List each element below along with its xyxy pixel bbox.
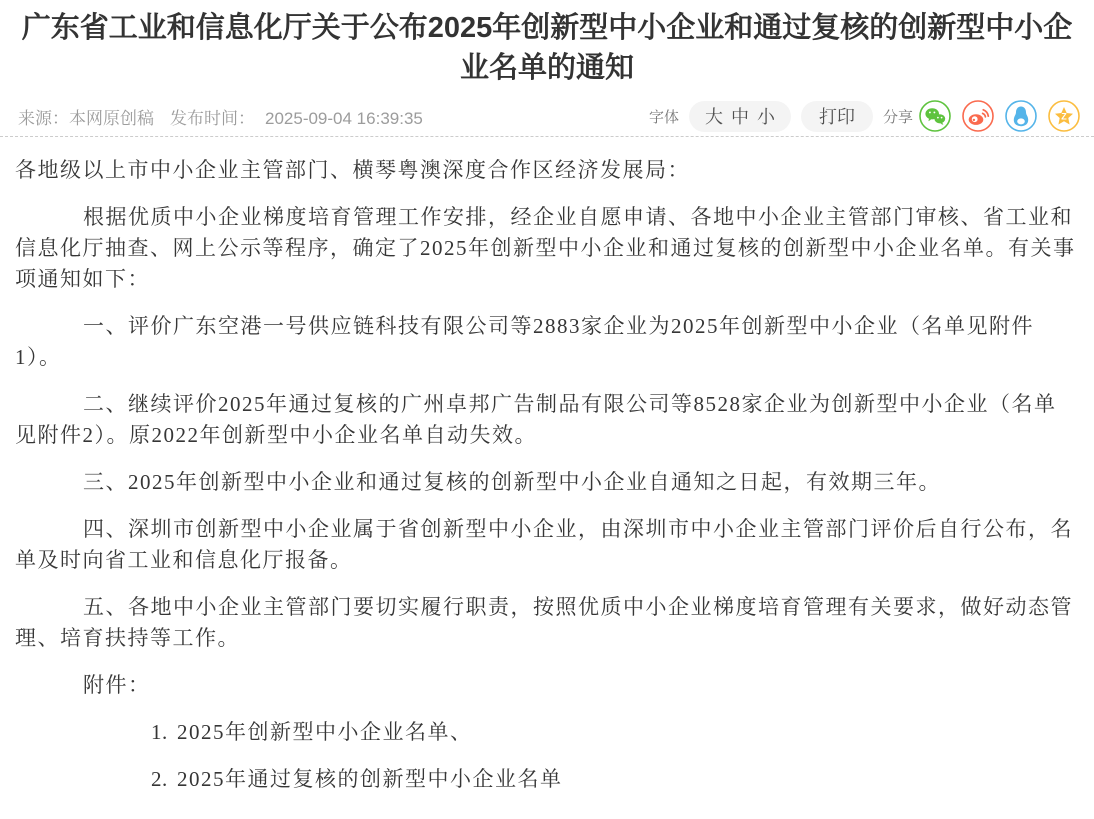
share-label: 分享 — [882, 108, 913, 126]
attachments-label: 附件： — [83, 673, 151, 697]
page-title: 广东省工业和信息化厅关于公布2025年创新型中小企业和通过复核的创新型中小企业名单的通知 — [21, 12, 1073, 84]
qq-icon[interactable] — [1005, 100, 1037, 132]
paragraph-item-3: 三、2025年创新型中小企业和通过复核的创新型中小企业自通知之日起，有效期三年。 — [83, 470, 941, 494]
salutation: 各地级以上市中小企业主管部门、横琴粤澳深度合作区经济发展局： — [15, 158, 690, 182]
article-tools — [649, 100, 1080, 132]
paragraph-item-2: 二、继续评价2025年通过复核的广州卓邦广告制品有限公司等8528家企业为创新型中小企业（名单见附件2）。原2022年创新型中小企业名单自动失效。 — [15, 392, 1057, 447]
article-meta — [18, 104, 423, 129]
publish-time-value: 2025-09-04 16:39:35 — [265, 108, 423, 128]
attachment-title: 2025年创新型中小企业名单、 — [177, 720, 473, 744]
meta-bar — [0, 96, 1094, 136]
paragraph-intro: 根据优质中小企业梯度培育管理工作安排，经企业自愿申请、各地中小企业主管部门审核、省工业和信息化厅抽查、网上公示等程序，确定了2025年创新型中小企业和通过复核的创新型中小企业名单。有关事项通知如下： — [15, 205, 1076, 291]
attachment-item — [15, 764, 1078, 795]
svg-text:Z: Z — [1061, 111, 1067, 122]
attachment-number: 2. — [151, 767, 168, 791]
weibo-icon[interactable] — [962, 100, 994, 132]
font-size-control — [689, 101, 791, 132]
article-body — [0, 137, 1094, 819]
article-page — [0, 8, 1094, 819]
qzone-icon[interactable] — [1048, 100, 1080, 132]
wechat-icon[interactable] — [919, 100, 951, 132]
paragraph-item-5: 五、各地中小企业主管部门要切实履行职责，按照优质中小企业梯度培育管理有关要求，做好动态管理、培育扶持等工作。 — [15, 595, 1073, 650]
attachment-item — [15, 717, 1078, 748]
paragraph-item-1: 一、评价广东空港一号供应链科技有限公司等2883家企业为2025年创新型中小企业（名单见附件1）。 — [15, 314, 1034, 369]
font-size-label: 字体 — [648, 108, 679, 126]
font-size-medium-button[interactable]: 中 — [730, 107, 749, 127]
source-value: 本网原创稿 — [69, 108, 154, 128]
share-icons — [919, 100, 1080, 132]
paragraph-item-4: 四、深圳市创新型中小企业属于省创新型中小企业，由深圳市中小企业主管部门评价后自行公布，名单及时向省工业和信息化厅报备。 — [15, 517, 1073, 572]
source-label: 来源： — [18, 108, 69, 128]
print-button[interactable]: 打印 — [801, 101, 873, 132]
attachment-title: 2025年通过复核的创新型中小企业名单 — [177, 767, 563, 791]
font-size-small-button[interactable]: 小 — [756, 107, 775, 127]
attachment-number: 1. — [151, 720, 168, 744]
font-size-large-button[interactable]: 大 — [704, 107, 723, 127]
publish-time-label: 发布时间： — [170, 108, 255, 128]
